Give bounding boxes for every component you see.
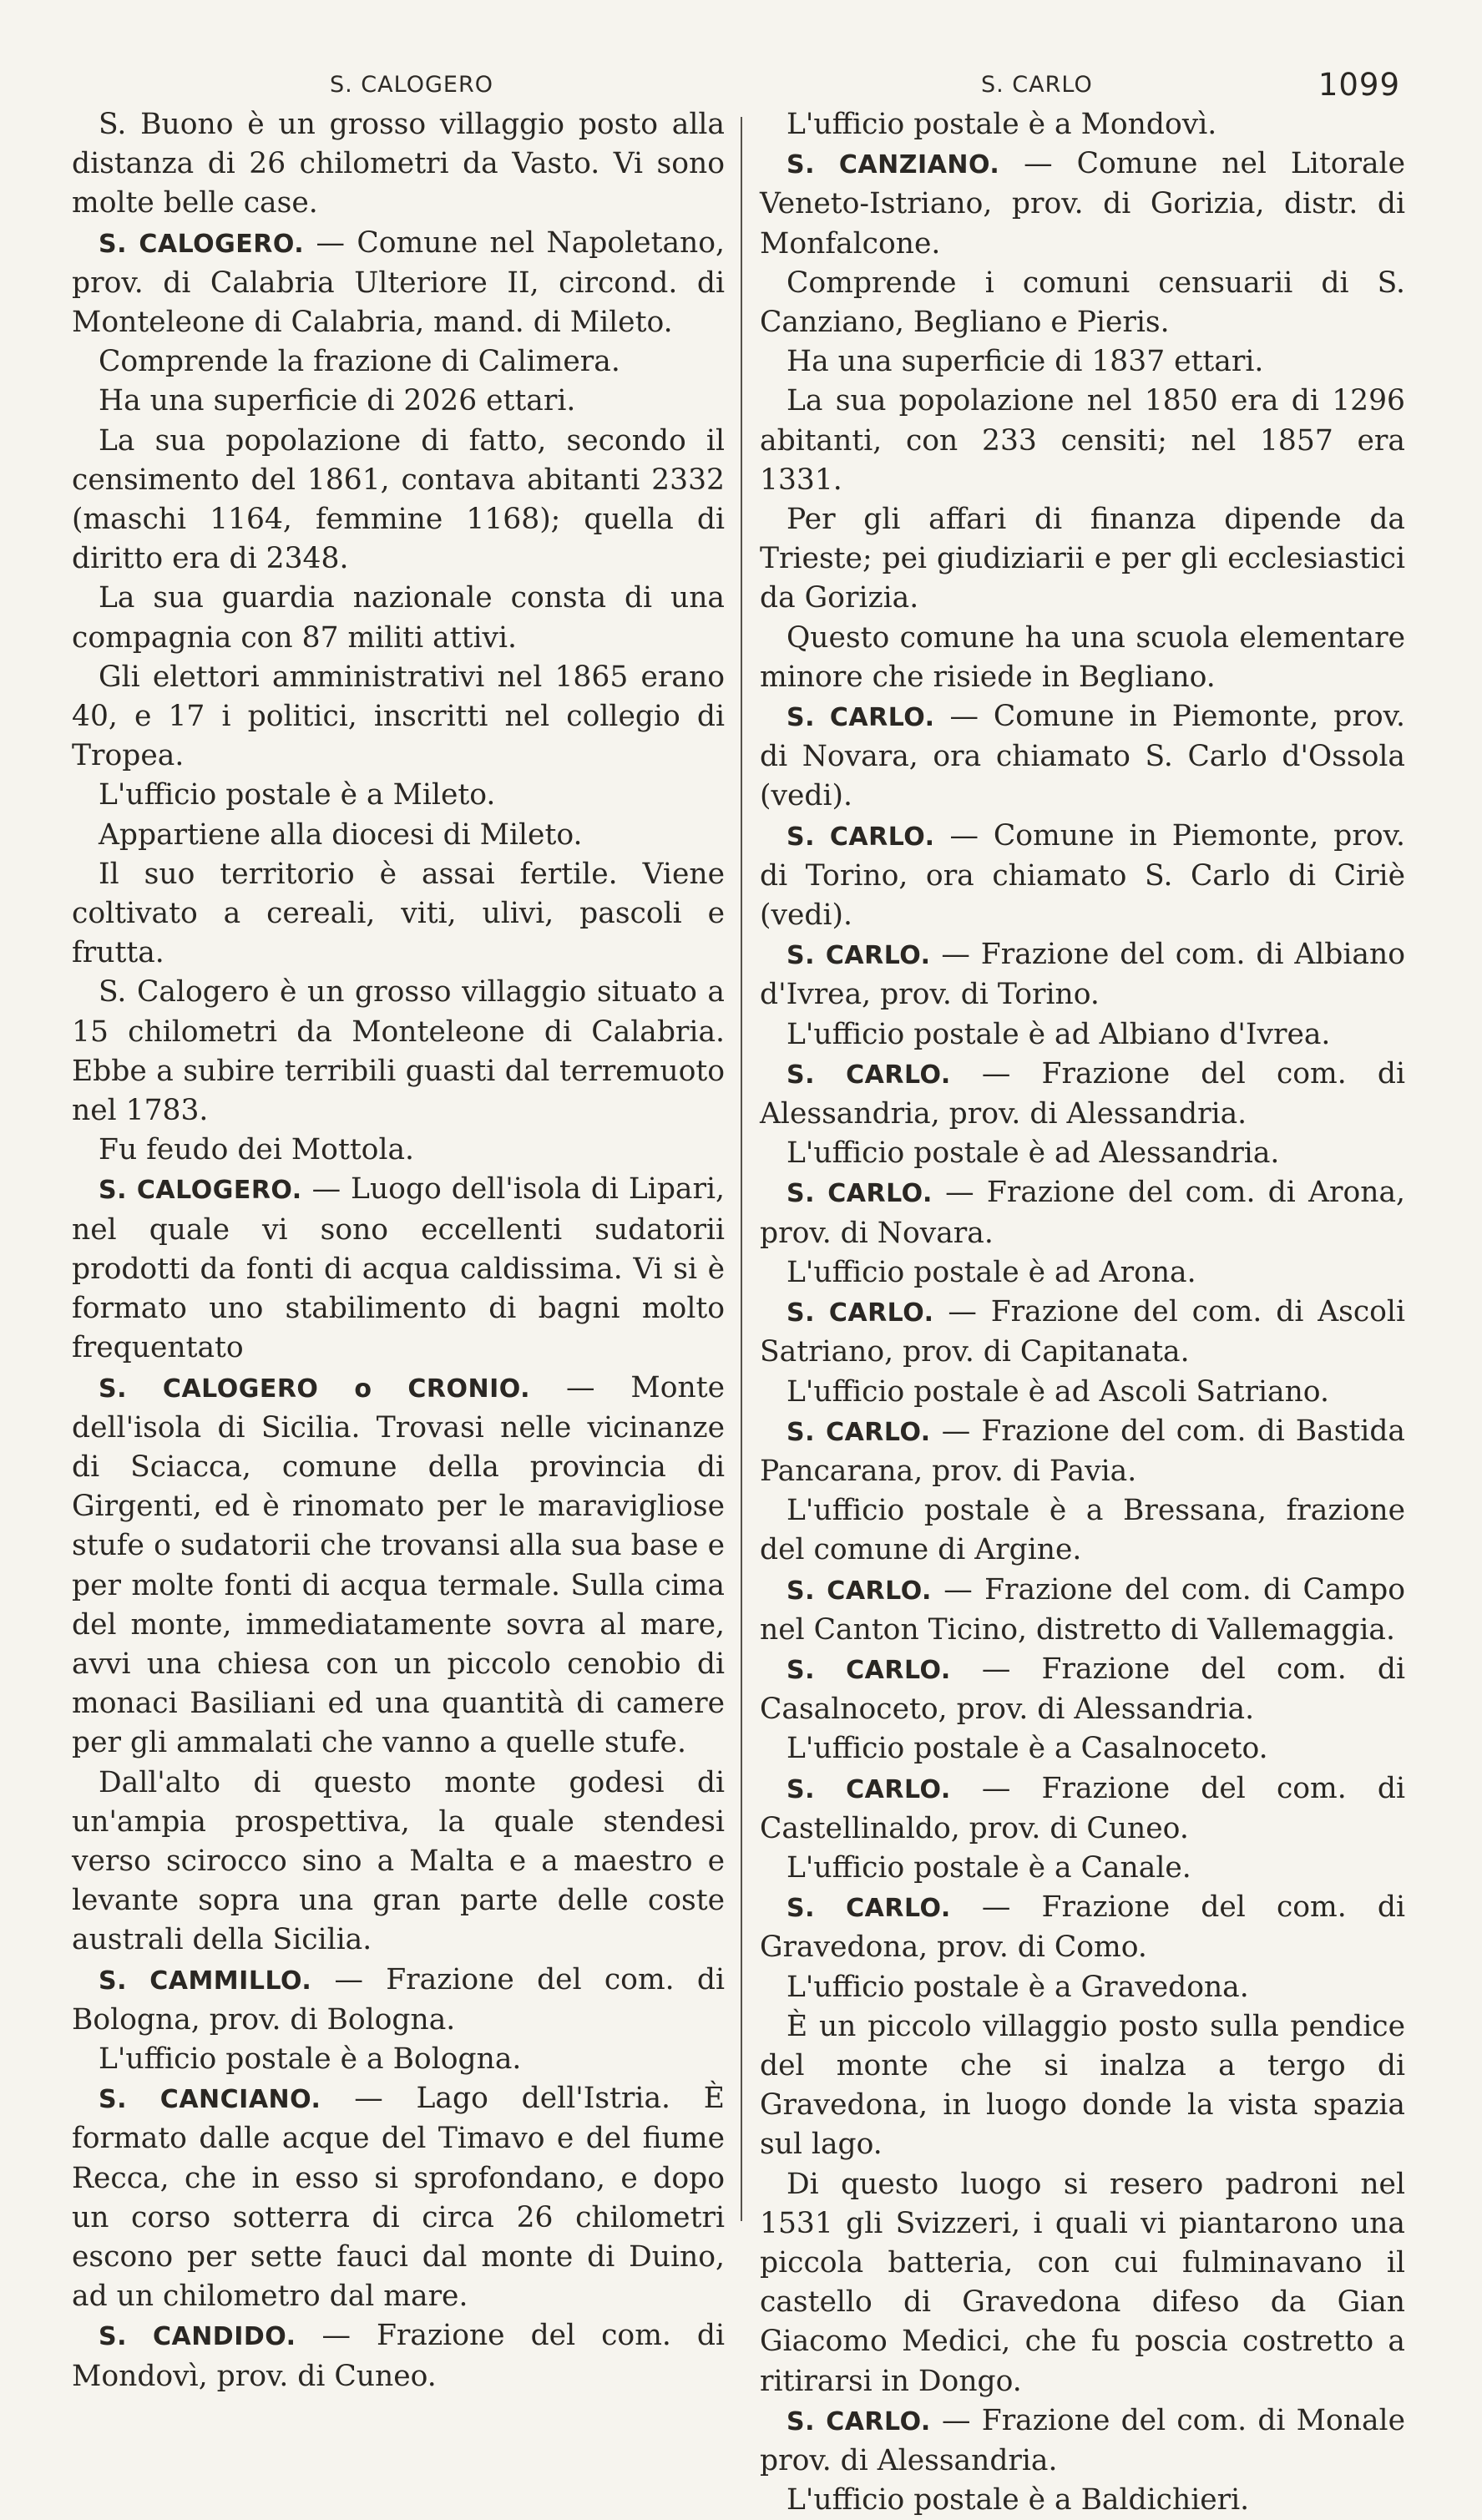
column-divider [741, 117, 742, 2221]
text-paragraph [760, 1134, 1405, 1173]
entry-paragraph [760, 935, 1405, 1015]
text-paragraph [760, 1253, 1405, 1293]
entry-paragraph [760, 2401, 1405, 2481]
entry-paragraph [72, 1961, 725, 2040]
entry-text: Dall'alto di questo monte godesi di un'ampia prospettiva, la quale stendesi verso scirocco sino a Malta e a maestro e levante sopra una gran parte delle coste australi della Sicilia. [72, 1765, 725, 1957]
entry-paragraph [72, 2316, 725, 2396]
text-paragraph [72, 776, 725, 815]
entry-paragraph [72, 2079, 725, 2316]
text-paragraph [760, 1491, 1405, 1570]
entry-text: — Lago dell'Istria. È formato dalle acque del Timavo e del fiume Recca, che in esso si sprofondano, e dopo un corso sotterra di circa 26 chilometri escono per sette fauci dal monte di Duino, ad un chilometro dal mare. [72, 2082, 725, 2314]
entry-text: S. Buono è un grosso villaggio posto alla distanza di 26 chilometri da Vasto. Vi sono molte belle case. [72, 108, 725, 220]
text-paragraph [72, 105, 725, 224]
entry-headword: S. CARLO. [787, 1179, 933, 1209]
entry-headword: S. CALOGERO. [99, 1176, 302, 1206]
entry-text: — Comune nel Litorale Veneto-Istriano, prov. di Gorizia, distr. di Monfalcone. [760, 147, 1405, 261]
entry-paragraph [72, 1369, 725, 1763]
entry-text: — Frazione del com. di Casalnoceto, prov. di Alessandria. [760, 1652, 1405, 1727]
entry-paragraph [760, 144, 1405, 264]
entry-text: — Comune nel Napoletano, prov. di Calabria Ulteriore II, circond. di Monteleone di Calabria, mand. di Mileto. [72, 225, 725, 340]
text-paragraph [760, 2165, 1405, 2401]
text-paragraph [72, 973, 725, 1131]
entry-headword: S. CARLO. [787, 822, 935, 852]
left-column [72, 105, 725, 2396]
text-paragraph [760, 105, 1405, 144]
right-column [760, 105, 1405, 2520]
entry-text: — Frazione del com. di Albiano d'Ivrea, prov. di Torino. [760, 938, 1405, 1012]
text-paragraph [760, 2007, 1405, 2165]
entry-text: L'ufficio postale è a Canale. [787, 1850, 1191, 1885]
entry-headword: S. CARLO. [787, 703, 935, 733]
entry-headword: S. CARLO. [787, 1894, 951, 1924]
entry-text: Ha una superficie di 1837 ettari. [787, 345, 1264, 379]
entry-headword: S. CARLO. [787, 1576, 932, 1606]
entry-paragraph [72, 224, 725, 343]
entry-headword: S. CAMMILLO. [99, 1966, 312, 1996]
text-paragraph [760, 500, 1405, 619]
entry-text: — Frazione del com. di Gravedona, prov. di Como. [760, 1890, 1405, 1965]
text-paragraph [72, 579, 725, 657]
entry-text: — Frazione del com. di Castellinaldo, prov. di Cuneo. [760, 1771, 1405, 1845]
entry-text: — Frazione del com. di Monale prov. di Alessandria. [760, 2403, 1405, 2477]
entry-text: La sua guardia nazionale consta di una compagnia con 87 militi attivi. [72, 581, 725, 655]
entry-paragraph [760, 1173, 1405, 1252]
entry-text: — Monte dell'isola di Sicilia. Trovasi nelle vicinanze di Sciacca, comune della provincia di Girgenti, ed è rinomato per le maravigliose stufe o sudatorii che trovansi alla sua base e per molte fonti di acqua termale. Sulla cima del monte, immediatamente sovra al mare, avvi una chiesa con un piccolo cenobio di monaci Basiliani ed una quantità di camere per gli ammalati che vanno a quelle stufe. [72, 1370, 725, 1760]
entry-text: — Frazione del com. di Campo nel Canton Ticino, distretto di Vallemaggia. [760, 1572, 1405, 1647]
entry-paragraph [760, 817, 1405, 936]
text-paragraph [72, 382, 725, 421]
entry-text: L'ufficio postale è a Bressana, frazione del comune di Argine. [760, 1494, 1405, 1567]
entry-text: — Luogo dell'isola di Lipari, nel quale vi sono eccellenti sudatorii prodotti da fonti di acqua caldissima. Vi si è formato uno stabilimento di bagni molto frequentato [72, 1172, 725, 1365]
entry-paragraph [760, 697, 1405, 817]
text-paragraph [72, 342, 725, 382]
running-head-right: S. CARLO [981, 72, 1093, 98]
entry-text: L'ufficio postale è a Baldichieri. [787, 2483, 1250, 2517]
entry-paragraph [760, 1571, 1405, 1650]
entry-text: L'ufficio postale è a Gravedona. [787, 1970, 1249, 2004]
entry-text: Per gli affari di finanza dipende da Trieste; pei giudiziarii e per gli ecclesiastici da Gorizia. [760, 503, 1405, 615]
entry-text: — Frazione del com. di Bastida Pancarana, prov. di Pavia. [760, 1414, 1405, 1488]
entry-text: Il suo territorio è assai fertile. Viene coltivato a cereali, viti, ulivi, pascoli e frutta. [72, 857, 725, 970]
text-paragraph [760, 1729, 1405, 1769]
entry-text: — Frazione del com. di Alessandria, prov. di Alessandria. [760, 1056, 1405, 1131]
entry-text: Comprende i comuni censuarii di S. Canziano, Begliano e Pieris. [760, 266, 1405, 340]
text-paragraph [760, 264, 1405, 342]
text-paragraph [760, 2481, 1405, 2520]
running-head-left: S. CALOGERO [330, 72, 493, 98]
page-number: 1099 [1318, 67, 1400, 103]
text-paragraph [72, 2040, 725, 2079]
entry-text: L'ufficio postale è ad Albiano d'Ivrea. [787, 1017, 1331, 1051]
entry-paragraph [760, 1412, 1405, 1491]
entry-headword: S. CARLO. [787, 2406, 931, 2437]
entry-text: S. Calogero è un grosso villaggio situato a 15 chilometri da Monteleone di Calabria. Ebbe a subire terribili guasti dal terremuoto nel 1783. [72, 975, 725, 1128]
text-paragraph [72, 1763, 725, 1961]
entry-headword: S. CALOGERO o CRONIO. [99, 1374, 531, 1404]
entry-paragraph [72, 1170, 725, 1368]
entry-paragraph [760, 1650, 1405, 1729]
entry-text: Fu feudo dei Mottola. [99, 1133, 415, 1167]
text-paragraph [760, 382, 1405, 500]
text-paragraph [760, 1968, 1405, 2007]
entry-headword: S. CANZIANO. [787, 150, 1000, 180]
entry-text: — Comune in Piemonte, prov. di Torino, ora chiamato S. Carlo di Ciriè (vedi). [760, 818, 1405, 933]
text-paragraph [760, 1015, 1405, 1055]
text-paragraph [72, 422, 725, 579]
entry-paragraph [760, 1293, 1405, 1372]
entry-headword: S. CARLO. [787, 941, 931, 971]
entry-text: L'ufficio postale è a Casalnoceto. [787, 1732, 1268, 1766]
entry-text: L'ufficio postale è a Bologna. [99, 2042, 522, 2076]
entry-headword: S. CALOGERO. [99, 229, 305, 259]
entry-text: L'ufficio postale è ad Ascoli Satriano. [787, 1374, 1329, 1409]
text-paragraph [72, 658, 725, 777]
entry-headword: S. CARLO. [787, 1774, 951, 1804]
entry-text: È un piccolo villaggio posto sulla pendice del monte che si inalza a tergo di Gravedona, in luogo donde la vista spazia sul lago. [760, 2009, 1405, 2162]
entry-text: La sua popolazione di fatto, secondo il censimento del 1861, contava abitanti 2332 (maschi 1164, femmine 1168); quella di diritto era di 2348. [72, 423, 725, 576]
text-paragraph [760, 1849, 1405, 1888]
entry-text: La sua popolazione nel 1850 era di 1296 abitanti, con 233 censiti; nel 1857 era 1331. [760, 384, 1405, 497]
entry-headword: S. CARLO. [787, 1655, 951, 1685]
entry-text: Gli elettori amministrativi nel 1865 erano 40, e 17 i politici, inscritti nel collegio di Tropea. [72, 660, 725, 773]
entry-text: — Comune in Piemonte, prov. di Novara, ora chiamato S. Carlo d'Ossola (vedi). [760, 700, 1405, 813]
entry-text: — Frazione del com. di Mondovì, prov. di Cuneo. [72, 2319, 725, 2393]
entry-text: — Frazione del com. di Arona, prov. di Novara. [760, 1176, 1406, 1250]
entry-text: Appartiene alla diocesi di Mileto. [99, 817, 583, 852]
entry-headword: S. CARLO. [787, 1298, 934, 1328]
entry-text: Di questo luogo si resero padroni nel 1531 gli Svizzeri, i quali vi piantarono una piccola batteria, con cui fulminavano il castello di Gravedona difeso da Gian Giacomo Medici, che fu poscia costretto a ritirarsi in Dongo. [760, 2167, 1405, 2398]
entry-text: Comprende la frazione di Calimera. [99, 345, 620, 379]
entry-text: — Frazione del com. di Ascoli Satriano, prov. di Capitanata. [760, 1295, 1406, 1369]
entry-text: L'ufficio postale è ad Arona. [787, 1255, 1196, 1289]
entry-text: Questo comune ha una scuola elementare minore che risiede in Begliano. [760, 620, 1405, 694]
entry-headword: S. CANCIANO. [99, 2085, 321, 2115]
entry-text: Ha una superficie di 2026 ettari. [99, 384, 576, 418]
text-paragraph [760, 619, 1405, 697]
entry-headword: S. CARLO. [787, 1060, 951, 1090]
text-paragraph [72, 816, 725, 855]
text-paragraph [72, 855, 725, 974]
entry-paragraph [760, 1769, 1405, 1849]
entry-text: L'ufficio postale è ad Alessandria. [787, 1136, 1280, 1171]
entry-headword: S. CANDIDO. [99, 2322, 296, 2352]
entry-paragraph [760, 1888, 1405, 1967]
entry-text: L'ufficio postale è a Mileto. [99, 778, 496, 812]
entry-text: L'ufficio postale è a Mondovì. [787, 108, 1217, 141]
text-paragraph [760, 342, 1405, 382]
entry-text: — Frazione del com. di Bologna, prov. di Bologna. [72, 1962, 725, 2037]
entry-headword: S. CARLO. [787, 1417, 931, 1447]
entry-paragraph [760, 1055, 1405, 1134]
text-paragraph [760, 1373, 1405, 1412]
text-paragraph [72, 1131, 725, 1170]
